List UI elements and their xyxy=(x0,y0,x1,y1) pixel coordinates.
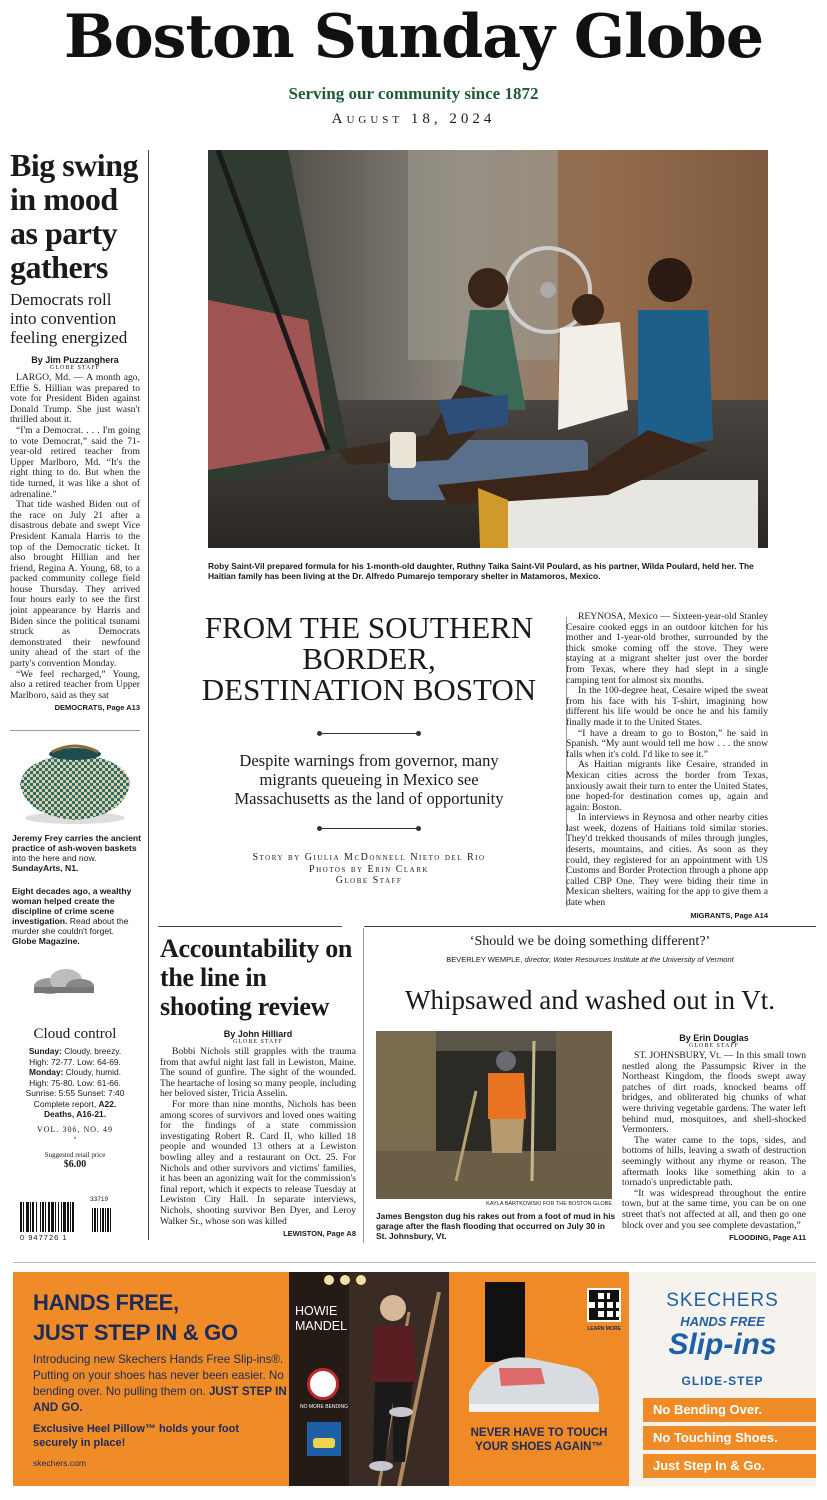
paragraph: “I have a dream to go to Boston,” he said in Spanish. “My aunt would tell me how . . . the snow falls when it's cold. I'd like to see it.” xyxy=(566,727,768,760)
benefit-step-in: Just Step In & Go. xyxy=(643,1454,816,1478)
weather-title: Cloud control xyxy=(33,1026,117,1042)
barcode-bar xyxy=(107,1208,109,1232)
barcode-bar xyxy=(20,1202,22,1232)
skechers-ad[interactable] xyxy=(13,1272,816,1486)
democrats-jump-link[interactable]: DEMOCRATS, Page A13 xyxy=(54,703,140,713)
story-credit: Story by Giulia McDonnell Nieto del Rio xyxy=(252,852,486,863)
barcode-bar xyxy=(102,1208,104,1232)
feature-ornament-bottom xyxy=(319,822,419,836)
barcode-bar xyxy=(23,1202,24,1232)
weather-monday: Monday: Cloudy, humid. xyxy=(28,1067,121,1077)
barcode-bar xyxy=(63,1202,66,1232)
ad-celebrity-panel xyxy=(289,1272,449,1486)
volume-number: VOL. 306, NO. 49 xyxy=(37,1124,113,1134)
paragraph: That tide washed Biden out of the race on July 21 after a disastrous debate and swept Vice President Kamala Harris to the top of the Democratic ticket. It also brought Hillian and her friend, Regina A. Young, 68, to a packed community college field house Thursday. They arrived four hours early to see the first joint appearance by Harris and Biden since the political tsunami struck as Democrats demonstrated their newfound unity ahead of the start of the party's convention Monday. xyxy=(10,499,140,670)
barcode-bar xyxy=(100,1208,101,1232)
paragraph: As Haitian migrants like Cesaire, stranded in Mexican cities across the border from Texas, anxiously await their turn to enter the United States, one hoped-for destination comes up, again and again: Boston. xyxy=(566,759,768,813)
barcode xyxy=(20,1196,130,1244)
barcode-bar xyxy=(40,1202,41,1232)
migrants-story-body xyxy=(566,612,768,921)
barcode-bar xyxy=(36,1202,37,1232)
feature-ornament-top xyxy=(319,727,419,741)
main-photo-shelter-family[interactable] xyxy=(208,150,768,548)
vermont-quote xyxy=(364,934,816,964)
learn-more[interactable]: LEARN MORE xyxy=(587,1326,621,1332)
hands-free-label: HANDS FREE xyxy=(680,1314,765,1329)
accountability-headline[interactable]: Accountability on the line in shooting review xyxy=(160,934,353,1021)
flood-photo-credit: KAYLA BARTKOWSKI FOR THE BOSTON GLOBE xyxy=(486,1201,612,1207)
masthead xyxy=(0,0,827,140)
ad-body: Introducing new Skechers Hands Free Slip-ins®. Putting on your shoes has never been easier. No bending over. No pulling them on. JUST STEP IN AND GO. xyxy=(33,1353,287,1414)
vermont-byline: By Erin Douglas xyxy=(679,1033,749,1043)
column-rule-left xyxy=(148,150,149,1240)
barcode-bars xyxy=(20,1202,130,1234)
barcode-bar xyxy=(45,1202,46,1232)
glide-step-label: GLIDE-STEP xyxy=(681,1374,764,1388)
star-mark: * xyxy=(73,1137,77,1143)
no-bending-badge-icon xyxy=(307,1368,339,1400)
skechers-logo: SKECHERS xyxy=(666,1290,779,1311)
flood-garage-photo[interactable] xyxy=(376,1031,612,1199)
barcode-digits: 0 947726 1 xyxy=(20,1233,68,1242)
arts-teaser-bold: Jeremy Frey carries the ancient practice of ash-woven baskets xyxy=(12,833,141,853)
left-story-headline[interactable]: Big swing in mood as party gathers xyxy=(10,147,138,285)
barcode-bar xyxy=(61,1202,62,1232)
ad-shoe-panel xyxy=(449,1272,629,1486)
paragraph: LARGO, Md. — A month ago, Effie S. Hillian was prepared to vote for President Biden against Donald Trump. She just wasn't thrilled about it. xyxy=(10,372,140,426)
never-touch-tagline: NEVER HAVE TO TOUCH YOUR SHOES AGAIN™ xyxy=(470,1427,608,1453)
left-story-body xyxy=(10,373,140,701)
cloud-icon xyxy=(28,966,98,996)
issue-date: August 18, 2024 xyxy=(331,111,496,127)
column-rule-bottom xyxy=(363,928,364,1243)
divider xyxy=(158,926,342,927)
magazine-teaser-text: Read about the murder she couldn't forget. xyxy=(12,916,129,936)
pull-quote-attribution: BEVERLEY WEMPLE, director, Water Resources Institute at the University of Vermont xyxy=(446,955,734,964)
barcode-bar xyxy=(97,1208,98,1232)
price-label: Suggested retail price xyxy=(44,1150,106,1159)
paragraph: The water came to the tops, sides, and bottoms of hills, leaving a swath of destruction seemingly without any rhyme or reason. The aftermath looks like something akin to a tornado's unpredictable path. xyxy=(622,1134,806,1189)
magazine-teaser-ref: Globe Magazine. xyxy=(12,936,80,946)
paragraph: ST. JOHNSBURY, Vt. — In this small town nestled along the Passumpsic River in the Northeast Kingdom, the floods swept away patches of dirt roads, knocked beams off bridges, and obliterated big chunks of what were thriving vegetable gardens. The water left behind mud, mosquitoes, and shell-shocked Vermonters. xyxy=(622,1050,806,1136)
barcode-bar xyxy=(26,1202,29,1232)
photo-credit: Photos by Erin Clark xyxy=(309,863,429,875)
paragraph: REYNOSA, Mexico — Sixteen-year-old Stanley Cesaire cooked eggs in an outdoor kitchen for his mother and 1-year-old brother, surrounded by the thick smoke coming off the stove. They were staying at a migrant shelter just over the border from Texas, where they had slept in a single camping tent for almost six months. xyxy=(566,611,768,686)
staff-credit: Globe Staff xyxy=(335,875,403,886)
weather-box xyxy=(10,1025,140,1171)
weather-sunday: Sunday: Cloudy, breezy. xyxy=(28,1046,122,1056)
weather-monday-temps: High: 75-80. Low: 61-66. xyxy=(29,1077,121,1088)
qr-module xyxy=(616,1308,619,1311)
barcode-bar xyxy=(58,1202,59,1232)
benefit-no-touching: No Touching Shoes. xyxy=(643,1426,816,1450)
sunrise-sunset: Sunrise: 5:55 Sunset: 7:40 xyxy=(25,1088,125,1098)
no-bending-badge: NO MORE BENDING xyxy=(299,1404,349,1410)
masthead-tagline: Serving our community since 1872 xyxy=(288,84,539,103)
paragraph: “It was widespread throughout the entire town, but at the same time, you can be on one street that's not affected at all, and then go one block over and you see complete devastation,” xyxy=(622,1187,806,1231)
flood-photo-caption: James Bengston dug his rakes out from a foot of mud in his garage after the flash flooding that occurred on July 30 in St. Johnsbury, Vt. xyxy=(376,1211,616,1242)
barcode-bar xyxy=(92,1208,93,1232)
price: $6.00 xyxy=(63,1159,87,1170)
divider xyxy=(10,730,140,731)
barcode-bar xyxy=(32,1202,34,1232)
arts-teaser[interactable] xyxy=(12,833,142,873)
left-story-staff: GLOBE STAFF xyxy=(49,365,101,371)
barcode-bar xyxy=(51,1202,54,1232)
newspaper-title: Boston Sunday Globe xyxy=(63,2,764,72)
paragraph: Bobbi Nichols still grapples with the trauma from that awful night last fall in Lewiston, Maine. The sound of gunfire. The sight of the wounded. The heartache of losing so many people, including her beloved sister, Tricia Asselin. xyxy=(160,1046,356,1100)
vermont-headline[interactable]: Whipsawed and washed out in Vt. xyxy=(405,985,775,1015)
barcode-bar xyxy=(55,1202,56,1232)
accountability-story xyxy=(160,934,356,1238)
weather-report-link[interactable]: Complete report, A22. xyxy=(33,1098,117,1109)
ad-heel-pillow: Exclusive Heel Pillow™ holds your foot securely in place! xyxy=(33,1423,239,1449)
paragraph: “I'm a Democrat. . . . I'm going to vote Democrat,” said the 71-year-old retired teacher from Upper Marlboro, Md. “It's the right thing to do. But when the tide turned, it was like a shot of adrenaline.” xyxy=(10,424,140,500)
barcode-bar xyxy=(30,1202,31,1232)
qr-code[interactable] xyxy=(587,1288,621,1322)
pull-quote: ‘Should we be doing something different?’ xyxy=(469,934,711,949)
magazine-teaser-bold: Eight decades ago, a wealthy woman helped create the discipline of crime scene investigation. xyxy=(12,886,132,926)
paragraph: For more than nine months, Nichols has been among scores of survivors and loved ones waiting for the findings of a state commission investigating Robert R. Card II, who killed 18 people and wounded 13 others at a Lewiston bowling alley and a restaurant on Oct. 25. For Nichols and other survivors and victims' families, it has been an agonizing wait for the commission's final report, which it expects to release Tuesday at Lewiston City Hall. In separate interviews, Nichols, shooting survivor Ben Dyer, and Leroy Walker Sr., whose son was killed xyxy=(160,1098,356,1227)
ad-url[interactable]: skechers.com xyxy=(33,1458,87,1468)
shoe-logo-icon xyxy=(307,1422,341,1456)
barcode-bar xyxy=(70,1202,71,1232)
benefit-no-bending: No Bending Over. xyxy=(643,1398,816,1422)
accountability-byline: By John Hilliard xyxy=(223,1029,293,1039)
magazine-teaser[interactable] xyxy=(12,886,142,946)
feature-credits xyxy=(170,852,568,887)
left-story-byline: By Jim Puzzanghera xyxy=(31,355,119,365)
deaths-link[interactable]: Deaths, A16-21. xyxy=(43,1109,107,1119)
paragraph: “We feel recharged,” Young, also a retired teacher from Upper Marlboro, said as they sat xyxy=(10,668,140,701)
barcode-addon: 33719 xyxy=(90,1196,109,1203)
ad-headline: HANDS FREE, JUST STEP IN & GO xyxy=(33,1290,238,1345)
flooding-jump-link[interactable]: FLOODING, Page A11 xyxy=(729,1233,806,1243)
migrants-jump-link[interactable]: MIGRANTS, Page A14 xyxy=(690,910,768,920)
divider xyxy=(364,926,816,927)
arts-teaser-ref: SundayArts, N1. xyxy=(12,863,79,873)
barcode-bar xyxy=(94,1208,96,1232)
accountability-body xyxy=(160,1047,356,1227)
main-photo-caption: Roby Saint-Vil prepared formula for his 1-month-old daughter, Ruthny Taika Saint-Vil Poulard, as his partner, Wilda Poulard, held her. The Haitian family has been living at the Dr. Alfredo Pumarejo temporary shelter in Matamoros, Mexico. xyxy=(208,561,754,582)
paragraph: In the 100-degree heat, Cesaire wiped the sweat from his face with his T-shirt, imagining how different his life would be once he and his family finally made it to the United States. xyxy=(566,685,768,728)
qr-module xyxy=(616,1299,619,1302)
left-story-dek: Democrats roll into convention feeling energized xyxy=(10,290,128,347)
accountability-staff: GLOBE STAFF xyxy=(232,1039,284,1045)
lewiston-jump-link[interactable]: LEWISTON, Page A8 xyxy=(283,1229,356,1239)
weather-sunday-temps: High: 72-77. Low: 64-69. xyxy=(29,1056,121,1067)
arts-teaser-text: into the here and now. xyxy=(12,853,97,863)
left-column xyxy=(10,148,140,712)
barcode-bar xyxy=(48,1202,50,1232)
ad-divider xyxy=(13,1262,816,1263)
barcode-bar xyxy=(105,1208,106,1232)
feature-headline[interactable]: FROM THE SOUTHERN BORDER, DESTINATION BOSTON xyxy=(201,610,537,707)
feature-dek: Despite warnings from governor, many migrants queueing in Mexico see Massachusetts as the land of opportunity xyxy=(234,751,504,808)
celebrity-name: HOWIE MANDEL xyxy=(295,1304,348,1333)
barcode-bar xyxy=(110,1208,111,1232)
qr-module xyxy=(616,1317,619,1320)
feature-block xyxy=(170,612,568,887)
ash-basket-image[interactable] xyxy=(12,738,138,828)
ad-brand-panel xyxy=(629,1272,816,1486)
slip-ins-logo: Slip-ins xyxy=(668,1328,777,1361)
paragraph: In interviews in Reynosa and other nearby cities last week, dozens of Haitians told similar stories. They'd trekked thousands of miles through jungles, deserts, mountains, and cities. As soon as they could, they registered for an appointment with US Customs and Border Protection through a phone app called CBP One. They were biding their time in Mexican shelters, waiting for the app to give them a date when xyxy=(566,812,768,909)
vermont-staff: GLOBE STAFF xyxy=(688,1043,740,1049)
barcode-bar xyxy=(72,1202,74,1232)
barcode-bar xyxy=(42,1202,44,1232)
barcode-bar xyxy=(67,1202,69,1232)
vermont-story xyxy=(622,1033,806,1242)
vermont-body xyxy=(622,1051,806,1231)
